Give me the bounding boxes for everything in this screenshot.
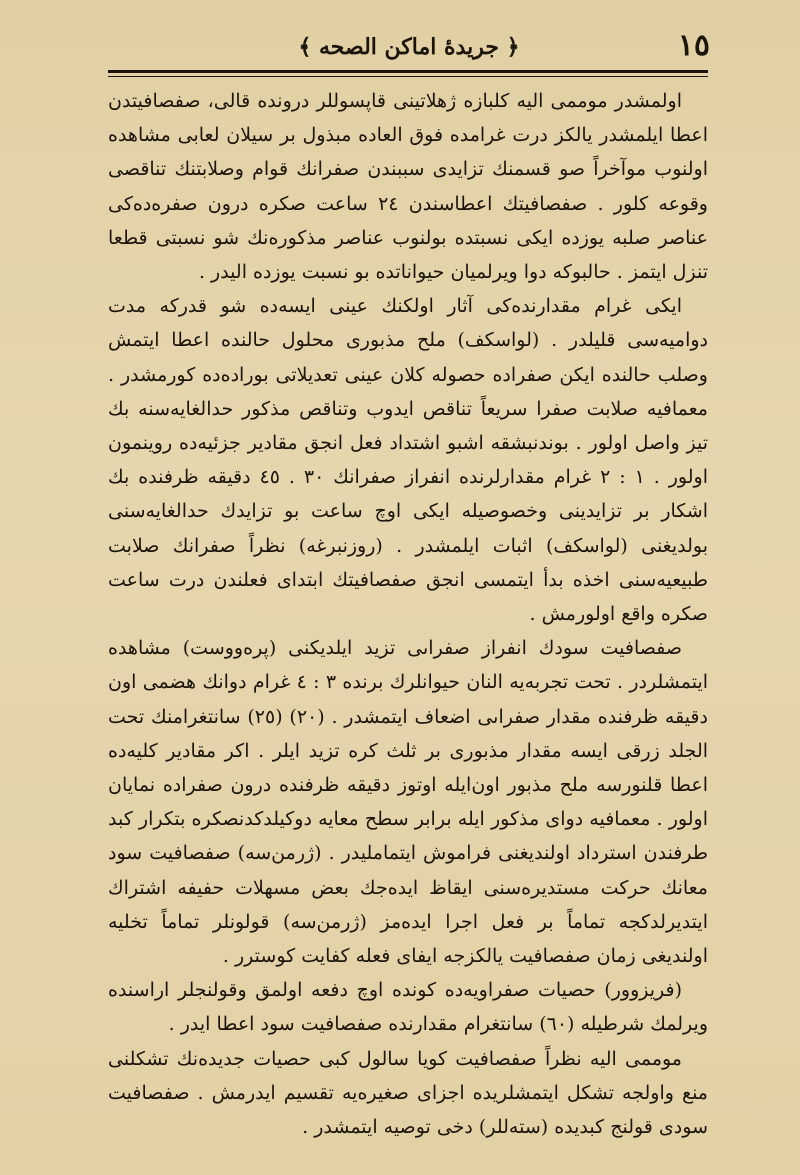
paragraph: [108, 1042, 708, 1145]
text-line: اعطاسندن ٢٤ ساعت صكره درون صفره‌ده‌كى عناصر صلبه يوزده ايكى نسبتده بولنوب: [108, 192, 708, 249]
text-line: صفراده حصوله كلان عينى تعديلاتى بوراده‌ده كورمشدر . معمافيه صلابت صفرا سريعاً: [108, 363, 708, 420]
text-line: تناقص ايدوب وتناقص مذكور حدالغايه‌سنه بك تيز واصل اولور . بوندنبشقه اشبو: [108, 397, 709, 455]
body-text: [108, 84, 709, 1139]
running-title: ﴿ جريدهٔ اماكن الصحه ﴾: [298, 34, 520, 60]
text-line: (فريزوور) حصيات صفراويه‌ده كونده اوچ دفعه اولمق وقولنجلر ارا‌سنده ويرلمك: [108, 979, 708, 1036]
text-line: صلابت طبيعيه‌سنى اخذه بدأ ايتمسى انجق صفصافيتك ابتداى فعلندن درت ساعت صكره: [108, 534, 708, 626]
text-line: بو تزايدك حدالغايه‌سنى بولديغنى (لواسكف) اثبات ايلمشدر . (روزنبرغه) نظراً صفرانك: [108, 500, 708, 557]
text-line: تشكل ايتمشلريده اجزاى صغيره‌يه تقسيم ايدرمش . صفصافيت سودى قولنج كبديده: [108, 1081, 708, 1139]
text-line: ايكى غرام مقدارنده‌كى آثار اولكنك عينى ايسه‌ده شو قدركه مدت دواميه‌سى: [108, 295, 708, 352]
text-line: يالكز درت غرامده فوق العاده مبذول بر سيلان لعابى مشاهده اولنوب موآخراً صو: [108, 124, 708, 181]
text-line: شرطيله (٦٠) سانتغرام مقدارنده صفصافيت سود اعطا ايدر .: [168, 1013, 645, 1036]
text-line: ظرفنده مقدار صفراىى اضعاف ايتمشدر . (٢٠) (٢٥) سانتغرامنك تحت الجلد زرقى ايسه: [108, 705, 709, 762]
paragraph: [108, 973, 708, 1041]
text-line: ايتمشلردر . تحت تجربه‌يه النان حيوانلرك برنده ٣ : ٤ غرام دوانك هضمى اون دقيقه: [108, 671, 709, 728]
paragraph: [108, 289, 708, 631]
paragraph: [108, 631, 708, 973]
text-line: مسهلات حفيفه اشتراك ايتديرلدكجه تماماً بر فعل اجرا ايده‌مز (ژرمن‌سه) قولونلر: [108, 876, 708, 933]
text-line: موممى اليه نظراً صفصافيت كويا سالول كبى حصيات جديده‌نك تشكلنى منع واولجه: [108, 1047, 708, 1104]
text-line: مقدار مذبورى بر ثلث كره تزيد ايلر . اكر مقادير كليه‌ده اعطا قلنورسه ملح مذبور: [108, 739, 709, 797]
text-line: واقع اولورمش .: [529, 603, 655, 626]
text-line: قليلدر . (لواسكف) ملح مذبورى محلول حالنده اعطا ايتمش وصلب حالنده ايكن: [108, 329, 708, 386]
header-rule-thin: [108, 76, 708, 77]
paragraph: [108, 84, 708, 289]
text-line: اون‌ايله اوتوز دقيقه ظرفنده درون صفراده نمايان اولور . معمافيه دواى مذكور ايله: [108, 774, 708, 831]
text-line: نسبت يوزده اليدر .: [198, 261, 349, 284]
page-header: [108, 28, 710, 72]
page-number: ١٥: [677, 28, 710, 63]
text-line: صفرانك ٣٠ . ٤٥ دقيقه ظرفنده بك اشكار بر تزايدينى وخصوصيله ايكى اوچ ساعت: [108, 466, 708, 523]
text-line: برابر سطح معايه دوكيلدكدنصكره بتكرار كبد طرفندن استرداد اولنديغنى فراموش: [108, 808, 708, 865]
text-line: صفصافيت سودك انفراز صفراىى تزيد ايلديكنى (پره‌ووست) مشاهده: [108, 637, 682, 660]
text-line: تماماً تخليه اولنديغى زمان صفصافيت يالكزجه ايفاى فعله كفايت كوسترر .: [108, 910, 708, 968]
text-line: اشتداد فعل انجق مقادير جزئيه‌ده روينمون اولور . ١ : ٢ غرام مقدارلرنده انفراز: [108, 432, 708, 489]
text-line: عناصر مذكوره‌نك شو نسبتى قطعا تنزل ايتمز . حالبوكه دوا ويرلميان حيواناتده بو: [108, 226, 708, 284]
header-rule-thick: [108, 70, 708, 73]
text-line: اولمشدر موممى اليه كلبازه ژهلاتينى قاپسوللر درونده قالى، صفصافيتدن اعطا ايلمشدر: [108, 90, 708, 147]
text-line: قسمنك تزايدى سببندن صفرانك قوام وصلابتنك تناقصى وقوعه كلور . صفصافيتك: [108, 158, 708, 215]
text-line: ايتمامليدر . (ژرمن‌سه) صفصافيت سود معانك حركت مستديره‌سنى ايقاظ ايده‌جك بعض: [108, 842, 708, 899]
text-line: (سته‌للر) دخى توصيه ايتمشدر .: [302, 1116, 549, 1139]
